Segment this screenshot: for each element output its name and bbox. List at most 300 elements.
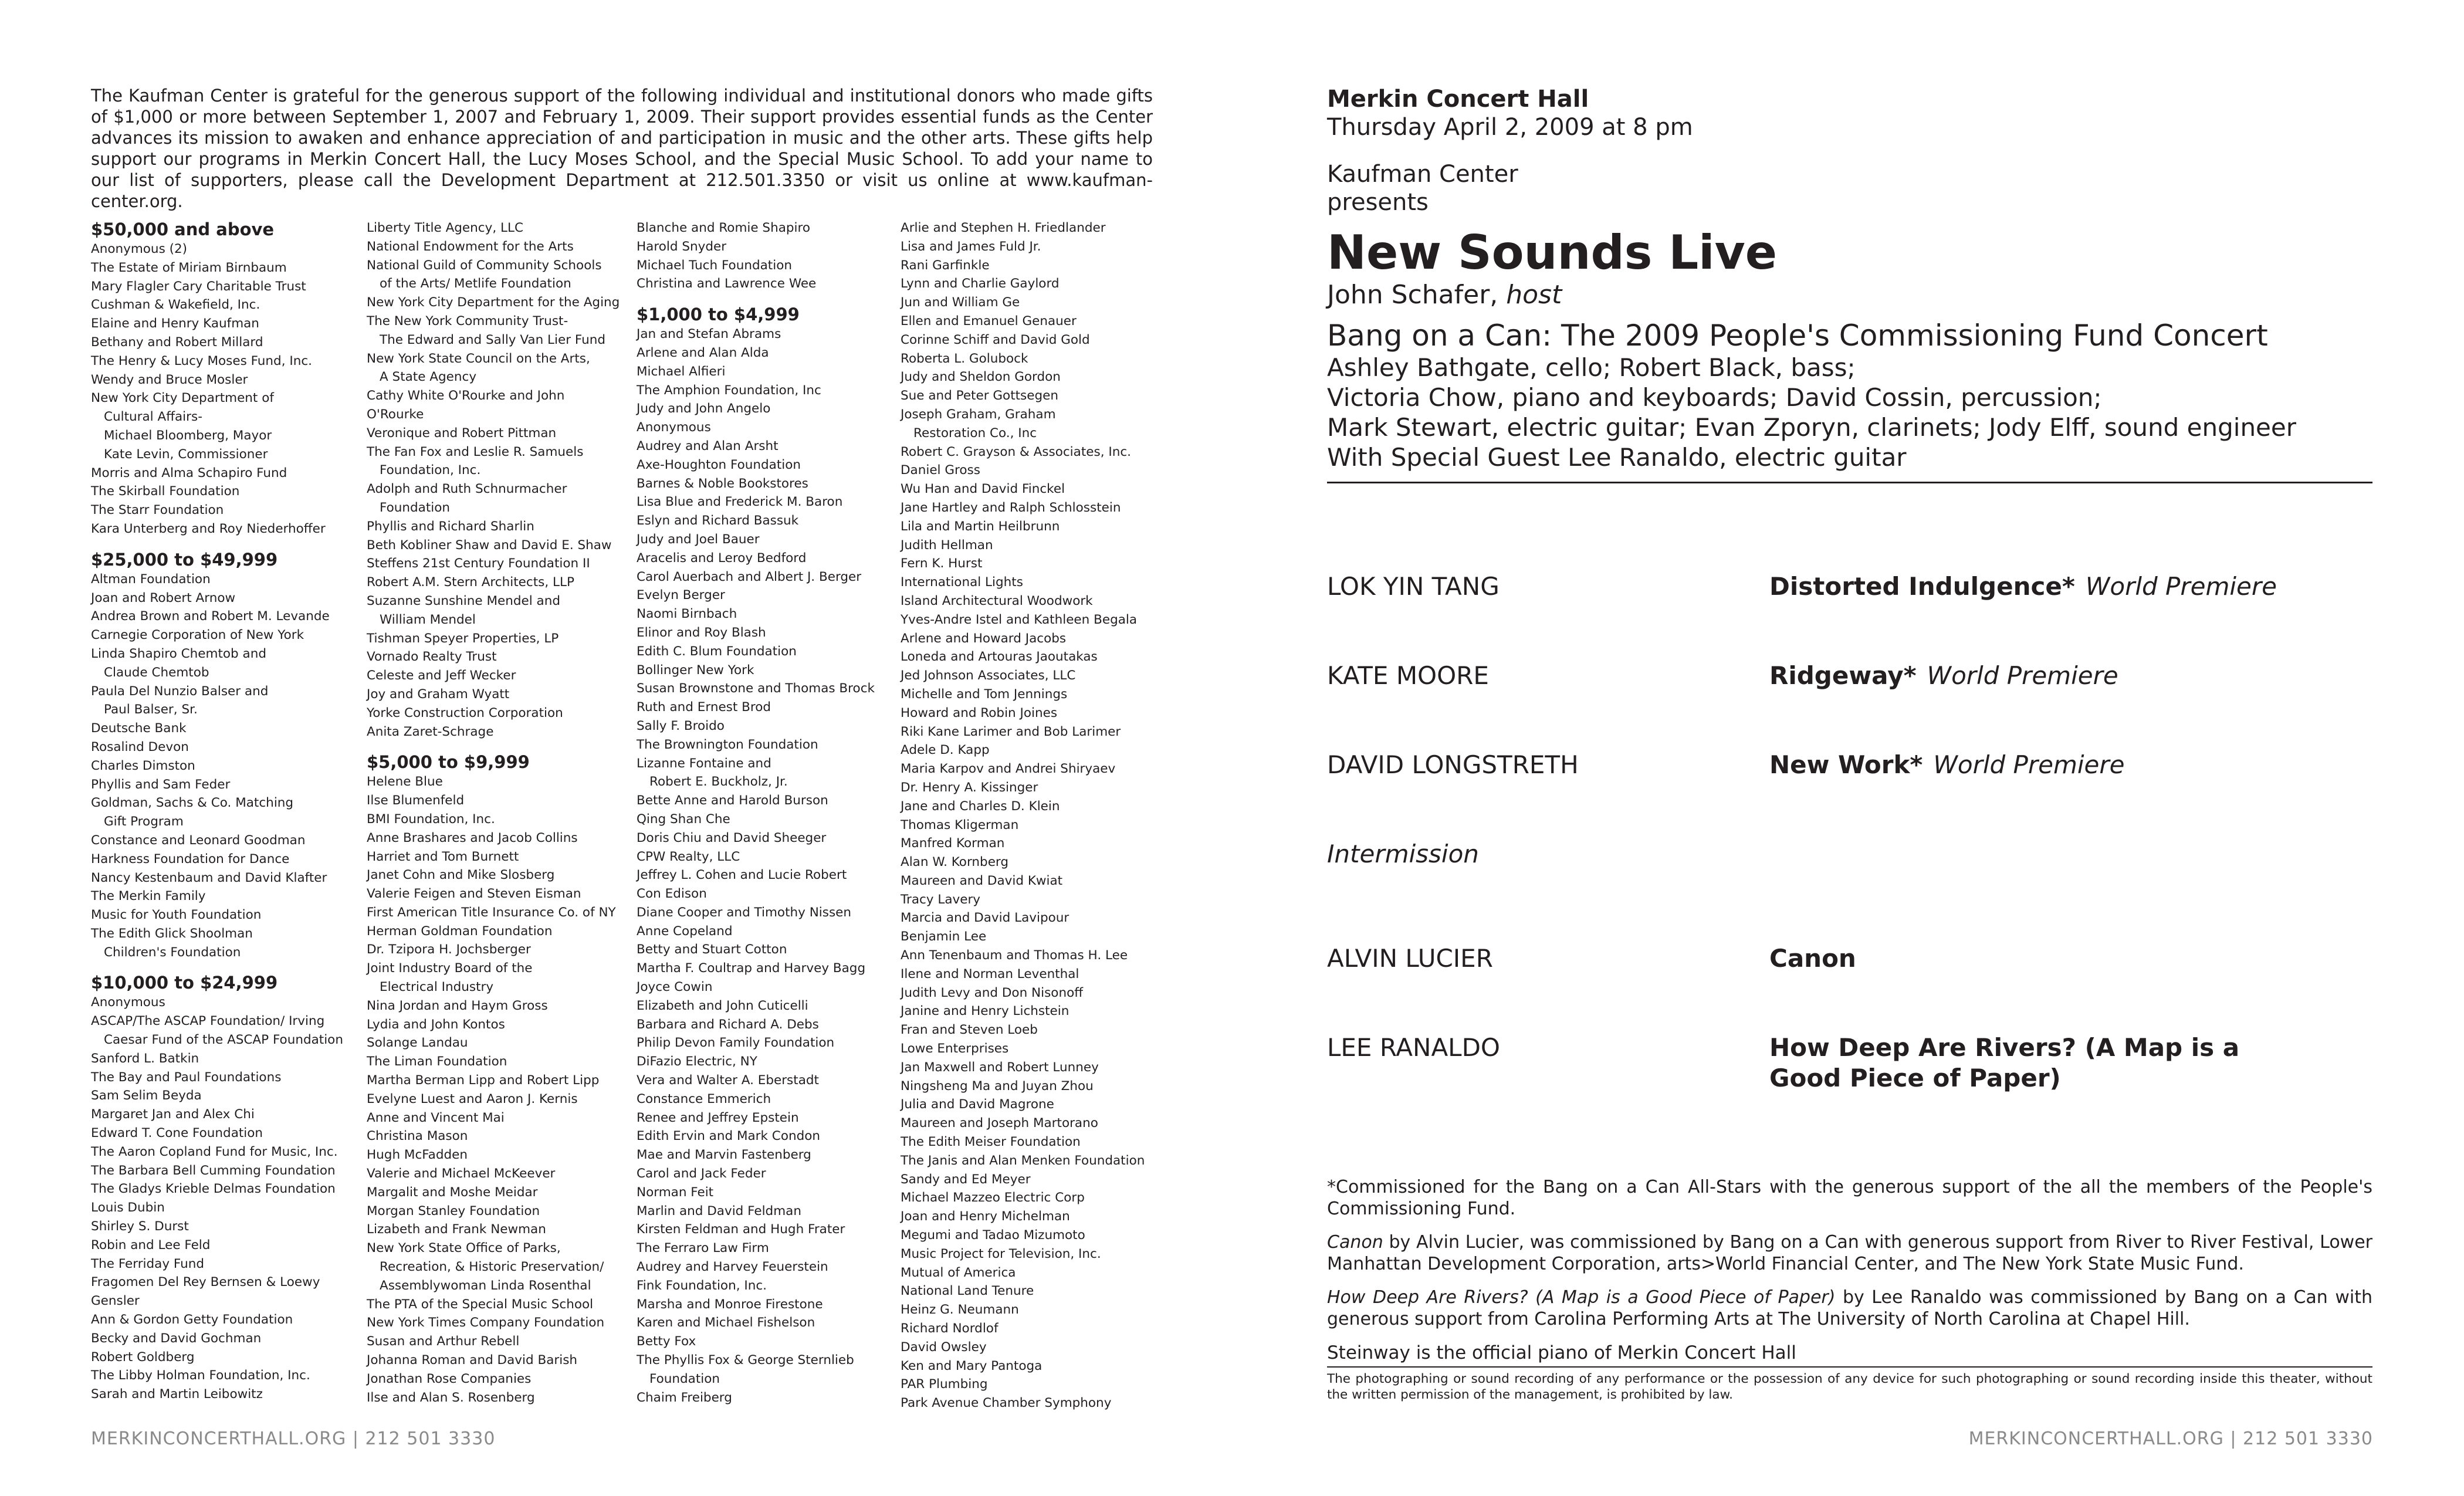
donor-entry: The Bay and Paul Foundations bbox=[91, 1069, 282, 1085]
work-entry bbox=[1769, 571, 2297, 602]
donor-entry: Carnegie Corporation of New York bbox=[91, 628, 304, 643]
donor-entry: Lila and Martin Heilbrunn bbox=[901, 519, 1060, 534]
canon-note-title: Canon bbox=[1327, 1232, 1383, 1253]
donor-entry: Rani Garfinkle bbox=[901, 258, 990, 273]
donor-entry: Sanford L. Batkin bbox=[91, 1051, 199, 1066]
donor-entry: Music Project for Television, Inc. bbox=[901, 1246, 1101, 1261]
composer-name: ALVIN LUCIER bbox=[1327, 944, 1493, 973]
donor-entry: The Aaron Copland Fund for Music, Inc. bbox=[91, 1144, 338, 1159]
donor-entry: National Land Tenure bbox=[901, 1284, 1034, 1299]
donor-entry: Sally F. Broido bbox=[637, 718, 725, 733]
donor-entry: Anonymous bbox=[637, 420, 711, 435]
donor-entry: Morgan Stanley Foundation bbox=[367, 1203, 540, 1219]
donor-entry: Thomas Kligerman bbox=[901, 817, 1019, 832]
donor-entry: Cathy White O'Rourke and John bbox=[367, 388, 565, 404]
donor-entry: Anne Copeland bbox=[637, 923, 733, 939]
donor-entry: Fran and Steven Loeb bbox=[901, 1023, 1038, 1038]
donor-entry: National Guild of Community Schools bbox=[367, 258, 602, 273]
donor-entry: Sarah and Martin Leibowitz bbox=[91, 1387, 263, 1402]
donor-entry: Susan and Arthur Rebell bbox=[367, 1334, 520, 1349]
donor-tier-heading: $5,000 to $9,999 bbox=[367, 752, 530, 773]
donor-entry: Loneda and Artouras Jaoutakas bbox=[901, 649, 1098, 665]
donor-entry: Philip Devon Family Foundation bbox=[637, 1035, 835, 1051]
work-title: Canon bbox=[1769, 944, 1856, 973]
donor-entry: Judith Levy and Don Nisonoff bbox=[901, 985, 1084, 1000]
donor-entry: Maureen and David Kwiat bbox=[901, 873, 1063, 888]
program-item bbox=[1327, 571, 2372, 661]
donor-entry: Marlin and David Feldman bbox=[637, 1203, 801, 1219]
donor-entry: Mae and Marvin Fastenberg bbox=[637, 1148, 811, 1163]
donor-entry: Ruth and Ernest Brod bbox=[637, 700, 771, 715]
donor-entry: Veronique and Robert Pittman bbox=[367, 425, 557, 441]
donor-entry: Lisa and James Fuld Jr. bbox=[901, 239, 1041, 254]
donor-entry: Martha Berman Lipp and Robert Lipp bbox=[367, 1073, 600, 1088]
donor-entry: Evelyn Berger bbox=[637, 588, 725, 603]
donor-entry: Fink Foundation, Inc. bbox=[637, 1278, 767, 1293]
donor-entry: The Gladys Krieble Delmas Foundation bbox=[91, 1182, 336, 1197]
donor-entry: Vornado Realty Trust bbox=[367, 649, 497, 665]
donor-entry: Jed Johnson Associates, LLC bbox=[901, 668, 1076, 683]
donor-entry: Ilse and Alan S. Rosenberg bbox=[367, 1390, 535, 1405]
donor-entry: The Barbara Bell Cumming Foundation bbox=[91, 1163, 336, 1178]
donor-entry: Gift Program bbox=[104, 814, 184, 830]
donor-column-3 bbox=[637, 219, 875, 1407]
donor-entry: New York Times Company Foundation bbox=[367, 1315, 605, 1331]
donor-entry: Goldman, Sachs & Co. Matching bbox=[91, 796, 294, 811]
donor-entry: Maria Karpov and Andrei Shiryaev bbox=[901, 761, 1116, 777]
donor-entry: Fern K. Hurst bbox=[901, 556, 983, 571]
donor-entry: Joyce Cowin bbox=[637, 980, 713, 995]
rivers-note bbox=[1327, 1287, 2372, 1330]
donor-entry: Phyllis and Richard Sharlin bbox=[367, 519, 534, 534]
work-entry bbox=[1769, 1033, 2297, 1094]
donor-entry: Aracelis and Leroy Bedford bbox=[637, 550, 807, 566]
performer-line: With Special Guest Lee Ranaldo, electric guitar bbox=[1327, 443, 1907, 472]
donor-entry: The Fan Fox and Leslie R. Samuels bbox=[367, 444, 584, 459]
donor-entry: Qing Shan Che bbox=[637, 811, 730, 827]
donor-entry: Children's Foundation bbox=[104, 945, 241, 960]
donor-entry: Arlene and Howard Jacobs bbox=[901, 631, 1067, 646]
donor-entry: Sue and Peter Gottsegen bbox=[901, 388, 1058, 404]
host-role: host bbox=[1506, 280, 1562, 310]
donor-entry: Herman Goldman Foundation bbox=[367, 923, 553, 939]
donor-entry: Assemblywoman Linda Rosenthal bbox=[380, 1278, 591, 1293]
header-divider bbox=[1327, 482, 2372, 483]
donor-entry: The Edward and Sally Van Lier Fund bbox=[380, 332, 605, 347]
donor-entry: Susan Brownstone and Thomas Brock bbox=[637, 681, 875, 696]
donor-entry: Mutual of America bbox=[901, 1265, 1016, 1280]
donor-entry: Celeste and Jeff Wecker bbox=[367, 668, 516, 683]
donor-entry: Blanche and Romie Shapiro bbox=[637, 221, 811, 235]
donor-entry: Ilene and Norman Leventhal bbox=[901, 966, 1079, 981]
work-entry bbox=[1769, 750, 2297, 780]
donor-entry: Paula Del Nunzio Balser and bbox=[91, 683, 269, 699]
donor-tier-heading: $1,000 to $4,999 bbox=[637, 304, 800, 325]
donor-entry: Sandy and Ed Meyer bbox=[901, 1172, 1031, 1187]
donor-entry: Anne and Vincent Mai bbox=[367, 1110, 505, 1125]
donor-entry: Marcia and David Lavipour bbox=[901, 911, 1069, 926]
donor-entry: A State Agency bbox=[380, 370, 477, 385]
donor-page bbox=[91, 85, 1153, 1411]
donor-entry: Michael Bloomberg, Mayor bbox=[104, 428, 272, 443]
donor-entry: Robert A.M. Stern Architects, LLP bbox=[367, 575, 574, 590]
donor-entry: Naomi Birnbach bbox=[637, 607, 737, 622]
donor-entry: Kate Levin, Commissioner bbox=[104, 446, 268, 462]
donor-entry: Judy and Sheldon Gordon bbox=[901, 370, 1061, 385]
donor-entry: Harold Snyder bbox=[637, 239, 727, 254]
presenter-name: Kaufman Center bbox=[1327, 161, 1518, 188]
donor-entry: William Mendel bbox=[380, 612, 476, 627]
donor-entry: Megumi and Tadao Mizumoto bbox=[901, 1228, 1085, 1243]
donor-entry: The Merkin Family bbox=[91, 889, 206, 904]
work-entry bbox=[1769, 661, 2297, 691]
donor-entry: Constance and Leonard Goodman bbox=[91, 832, 306, 848]
donor-entry: CPW Realty, LLC bbox=[637, 849, 740, 864]
donor-entry: Lizanne Fontaine and bbox=[637, 756, 771, 771]
donor-entry: Valerie Feigen and Steven Eisman bbox=[367, 886, 581, 902]
donor-entry: Judy and John Angelo bbox=[637, 401, 771, 417]
donor-entry: Karen and Michael Fishelson bbox=[637, 1315, 815, 1331]
program-intermission bbox=[1327, 839, 2372, 943]
footer-website-right: MERKINCONCERTHALL.ORG | 212 501 3330 bbox=[1968, 1429, 2373, 1449]
donor-entry: The New York Community Trust- bbox=[367, 313, 568, 329]
donor-entry: The Ferraro Law Firm bbox=[637, 1241, 769, 1256]
donor-entry: Betty and Stuart Cotton bbox=[637, 942, 787, 957]
donor-tier-heading: $50,000 and above bbox=[91, 219, 275, 239]
donor-entry: Music for Youth Foundation bbox=[91, 908, 262, 923]
program-list bbox=[1327, 571, 2372, 1122]
donor-entry: Vera and Walter A. Eberstadt bbox=[637, 1073, 819, 1088]
performer-line: Ashley Bathgate, cello; Robert Black, bass; bbox=[1327, 353, 1856, 382]
donor-entry: Gensler bbox=[91, 1294, 140, 1309]
donor-entry: Heinz G. Neumann bbox=[901, 1302, 1019, 1318]
donor-entry: Judith Hellman bbox=[901, 537, 993, 553]
donor-entry: Chaim Freiberg bbox=[637, 1390, 732, 1405]
donor-entry: Joan and Robert Arnow bbox=[91, 590, 236, 605]
donor-entry: Dr. Tzipora H. Jochsberger bbox=[367, 942, 531, 957]
donor-entry: Renee and Jeffrey Epstein bbox=[637, 1110, 799, 1125]
donor-entry: Claude Chemtob bbox=[104, 665, 209, 680]
donor-entry: Jan and Stefan Abrams bbox=[637, 327, 781, 342]
donor-entry: Joy and Graham Wyatt bbox=[367, 686, 510, 702]
donor-tier-heading: $25,000 to $49,999 bbox=[91, 549, 278, 570]
program-item bbox=[1327, 661, 2372, 750]
donor-entry: Bette Anne and Harold Burson bbox=[637, 793, 828, 808]
donor-entry: The Estate of Miriam Birnbaum bbox=[91, 260, 287, 275]
donor-entry: Elaine and Henry Kaufman bbox=[91, 316, 259, 331]
donor-entry: Ann Tenenbaum and Thomas H. Lee bbox=[901, 948, 1128, 963]
donor-entry: Helene Blue bbox=[367, 774, 443, 790]
donor-entry: Andrea Brown and Robert M. Levande bbox=[91, 609, 330, 624]
donor-entry: Adele D. Kapp bbox=[901, 743, 990, 758]
donor-entry: Sam Selim Beyda bbox=[91, 1088, 202, 1104]
rivers-note-title: How Deep Are Rivers? (A Map is a Good Piece of Paper) bbox=[1327, 1287, 1836, 1308]
composer-name: LOK YIN TANG bbox=[1327, 572, 1500, 601]
donor-entry: Yves-Andre Istel and Kathleen Begala bbox=[901, 612, 1138, 627]
donor-entry: Anonymous bbox=[91, 995, 165, 1010]
donor-entry: BMI Foundation, Inc. bbox=[367, 811, 495, 827]
legal-notice: The photographing or sound recording of any performance or the possession of any device for such photographing or sound recording inside this theater, without the written permission of the management, is prohibited by law. bbox=[1327, 1372, 2372, 1402]
premiere-note: World Premiere bbox=[1927, 661, 2118, 690]
donor-entry: Liberty Title Agency, LLC bbox=[367, 221, 523, 235]
donor-entry: The Brownington Foundation bbox=[637, 737, 818, 752]
donor-entry: Foundation bbox=[649, 1371, 720, 1386]
donor-entry: Paul Balser, Sr. bbox=[104, 702, 198, 717]
donor-entry: O'Rourke bbox=[367, 407, 424, 422]
donor-column-1 bbox=[91, 219, 343, 1404]
donor-entry: Norman Feit bbox=[637, 1184, 714, 1200]
program-page bbox=[1327, 85, 2372, 1402]
donor-entry: Arlene and Alan Alda bbox=[637, 345, 769, 360]
donor-entry: Marsha and Monroe Firestone bbox=[637, 1297, 823, 1312]
donor-entry: Becky and David Gochman bbox=[91, 1331, 262, 1346]
legal-divider bbox=[1327, 1366, 2372, 1368]
donor-entry: Charles Dimston bbox=[91, 758, 195, 773]
donor-entry: Axe-Houghton Foundation bbox=[637, 457, 801, 472]
premiere-note: World Premiere bbox=[2085, 572, 2277, 601]
donor-entry: Foundation, Inc. bbox=[380, 463, 481, 478]
donor-entry: Beth Kobliner Shaw and David E. Shaw bbox=[367, 537, 612, 553]
donor-entry: Con Edison bbox=[637, 886, 707, 902]
donor-entry: Fragomen Del Rey Bernsen & Loewy bbox=[91, 1275, 320, 1290]
donor-entry: Roberta L. Golubock bbox=[901, 351, 1028, 366]
donor-column-2 bbox=[367, 219, 620, 1407]
donor-entry: Jan Maxwell and Robert Lunney bbox=[901, 1060, 1099, 1075]
donor-entry: Betty Fox bbox=[637, 1334, 696, 1349]
donor-entry: Martha F. Coultrap and Harvey Bagg bbox=[637, 961, 866, 976]
donor-entry: Yorke Construction Corporation bbox=[367, 705, 563, 720]
donor-entry: of the Arts/ Metlife Foundation bbox=[380, 276, 571, 292]
donor-entry: New York City Department for the Aging bbox=[367, 295, 620, 310]
host-line bbox=[1327, 280, 2372, 310]
donor-entry: Anita Zaret-Schrage bbox=[367, 724, 494, 739]
donor-entry: Solange Landau bbox=[367, 1035, 468, 1051]
donor-entry: Arlie and Stephen H. Friedlander bbox=[901, 221, 1106, 235]
presents-label: presents bbox=[1327, 189, 1429, 216]
donor-entry: The Henry & Lucy Moses Fund, Inc. bbox=[91, 353, 312, 368]
donor-entry: Kara Unterberg and Roy Niederhoffer bbox=[91, 521, 326, 536]
donor-entry: Barnes & Noble Bookstores bbox=[637, 476, 808, 491]
donor-entry: Corinne Schiff and David Gold bbox=[901, 332, 1090, 347]
concert-datetime: Thursday April 2, 2009 at 8 pm bbox=[1327, 114, 1693, 141]
donor-entry: Rosalind Devon bbox=[91, 739, 189, 754]
event-title: New Sounds Live bbox=[1327, 225, 1777, 280]
donor-entry: Jane and Charles D. Klein bbox=[901, 798, 1060, 814]
donor-entry: Michelle and Tom Jennings bbox=[901, 686, 1068, 702]
composer-name: LEE RANALDO bbox=[1327, 1033, 1500, 1062]
composer-name: KATE MOORE bbox=[1327, 661, 1489, 690]
donor-column-4 bbox=[901, 219, 1145, 1413]
donor-entry: Manfred Korman bbox=[901, 836, 1005, 851]
donor-entry: PAR Plumbing bbox=[901, 1377, 988, 1392]
donor-entry: Louis Dubin bbox=[91, 1200, 165, 1216]
composer-name: DAVID LONGSTRETH bbox=[1327, 750, 1579, 779]
donor-entry: Valerie and Michael McKeever bbox=[367, 1166, 556, 1182]
canon-note bbox=[1327, 1231, 2372, 1275]
donor-entry: Caesar Fund of the ASCAP Foundation bbox=[104, 1033, 343, 1048]
donor-entry: Jane Hartley and Ralph Schlosstein bbox=[901, 500, 1121, 515]
donor-entry: Edith Ervin and Mark Condon bbox=[637, 1129, 821, 1144]
donor-entry: The PTA of the Special Music School bbox=[367, 1297, 594, 1312]
donor-entry: Cushman & Wakefield, Inc. bbox=[91, 297, 260, 313]
program-item bbox=[1327, 943, 2372, 1033]
donor-entry: Benjamin Lee bbox=[901, 929, 987, 945]
donor-entry: Foundation bbox=[380, 500, 451, 515]
donor-entry: Audrey and Harvey Feuerstein bbox=[637, 1260, 828, 1275]
donor-entry: Lowe Enterprises bbox=[901, 1041, 1009, 1057]
donor-entry: The Edith Meiser Foundation bbox=[901, 1135, 1081, 1150]
commission-note: *Commissioned for the Bang on a Can All-Stars with the generous support of the all the members of the People's Commissioning Fund. bbox=[1327, 1177, 2372, 1219]
donor-entry: Tishman Speyer Properties, LP bbox=[367, 631, 559, 646]
donor-entry: Joan and Henry Michelman bbox=[901, 1209, 1070, 1224]
donor-entry: Carol Auerbach and Albert J. Berger bbox=[637, 569, 862, 584]
donor-entry: Lydia and John Kontos bbox=[367, 1017, 505, 1032]
donor-entry: The Janis and Alan Menken Foundation bbox=[901, 1153, 1145, 1168]
donor-entry: Eslyn and Richard Bassuk bbox=[637, 513, 799, 529]
performer-line: Victoria Chow, piano and keyboards; David Cossin, percussion; bbox=[1327, 383, 2102, 412]
donor-entry: Dr. Henry A. Kissinger bbox=[901, 780, 1038, 795]
donor-entry: The Phyllis Fox & George Sternlieb bbox=[637, 1353, 854, 1368]
donor-entry: Joseph Graham, Graham bbox=[901, 407, 1056, 422]
donor-entry: Bethany and Robert Millard bbox=[91, 334, 263, 350]
donor-entry: Edward T. Cone Foundation bbox=[91, 1126, 263, 1141]
donor-tier-heading: $10,000 to $24,999 bbox=[91, 973, 278, 993]
donor-columns bbox=[91, 219, 1153, 1410]
footer-website-left: MERKINCONCERTHALL.ORG | 212 501 3330 bbox=[91, 1429, 496, 1449]
donor-intro: The Kaufman Center is grateful for the generous support of the following individual and institutional donors who made gifts of $1,000 or more between September 1, 2007 and February 1, 2009. Their support provides essential funds as the Center advances its mission to awaken and enhance appreciation of and participation in music and the other arts. These gifts help support our programs in Merkin Concert Hall, the Lucy Moses School, and the Special Music School. To add your name to our list of supporters, please call the Development Department at 212.501.3350 or visit us online at www.kaufman-center.org. bbox=[91, 86, 1153, 211]
donor-entry: Jeffrey L. Cohen and Lucie Robert bbox=[637, 868, 847, 883]
donor-entry: Recreation, & Historic Preservation/ bbox=[380, 1260, 604, 1275]
concert-title: Bang on a Can: The 2009 People's Commissioning Fund Concert bbox=[1327, 319, 2268, 353]
donor-entry: Richard Nordlof bbox=[901, 1321, 999, 1336]
donor-entry: Barbara and Richard A. Debs bbox=[637, 1017, 819, 1032]
donor-entry: David Owsley bbox=[901, 1339, 987, 1355]
donor-entry: Cultural Affairs- bbox=[104, 409, 202, 425]
donor-entry: DiFazio Electric, NY bbox=[637, 1054, 757, 1069]
performer-list bbox=[1327, 353, 2372, 472]
host-name: John Schafer, bbox=[1327, 280, 1507, 310]
donor-entry: Riki Kane Larimer and Bob Larimer bbox=[901, 724, 1121, 739]
donor-entry: Christina Mason bbox=[367, 1129, 468, 1144]
work-title: Ridgeway* bbox=[1769, 661, 1917, 690]
program-item bbox=[1327, 1033, 2372, 1122]
work-title: Distorted Indulgence* bbox=[1769, 572, 2075, 601]
donor-entry: Shirley S. Durst bbox=[91, 1219, 189, 1234]
donor-entry: Johanna Roman and David Barish bbox=[367, 1353, 578, 1368]
donor-entry: Park Avenue Chamber Symphony bbox=[901, 1396, 1112, 1411]
donor-entry: Edith C. Blum Foundation bbox=[637, 644, 797, 659]
donor-entry: Christina and Lawrence Wee bbox=[637, 276, 817, 292]
donor-entry: The Amphion Foundation, Inc bbox=[637, 383, 821, 398]
donor-entry: Robin and Lee Feld bbox=[91, 1237, 211, 1253]
donor-entry: Joint Industry Board of the bbox=[367, 961, 533, 976]
donor-entry: Michael Mazzeo Electric Corp bbox=[901, 1190, 1085, 1206]
donor-entry: Wendy and Bruce Mosler bbox=[91, 372, 248, 387]
donor-entry: Michael Tuch Foundation bbox=[637, 258, 792, 273]
donor-entry: The Ferriday Fund bbox=[91, 1256, 204, 1271]
donor-entry: Margalit and Moshe Meidar bbox=[367, 1184, 538, 1200]
donor-entry: Altman Foundation bbox=[91, 571, 211, 587]
donor-entry: Howard and Robin Joines bbox=[901, 705, 1058, 720]
donor-entry: Ningsheng Ma and Juyan Zhou bbox=[901, 1078, 1094, 1094]
donor-entry: Constance Emmerich bbox=[637, 1091, 771, 1106]
donor-entry: Robert E. Buckholz, Jr. bbox=[649, 774, 788, 790]
donor-entry: Anonymous (2) bbox=[91, 242, 188, 256]
donor-entry: Janine and Henry Lichstein bbox=[901, 1004, 1069, 1019]
donor-entry: Ken and Mary Pantoga bbox=[901, 1358, 1043, 1373]
work-title: How Deep Are Rivers? (A Map is a Good Piece of Paper) bbox=[1769, 1033, 2240, 1092]
donor-entry: Doris Chiu and David Sheeger bbox=[637, 830, 827, 845]
donor-entry: ASCAP/The ASCAP Foundation/ Irving bbox=[91, 1014, 325, 1029]
donor-entry: Robert Goldberg bbox=[91, 1349, 195, 1365]
donor-entry: Phyllis and Sam Feder bbox=[91, 777, 231, 792]
donor-entry: Ilse Blumenfeld bbox=[367, 793, 465, 808]
donor-entry: Maureen and Joseph Martorano bbox=[901, 1116, 1098, 1131]
donor-entry: Hugh McFadden bbox=[367, 1148, 468, 1163]
donor-entry: Margaret Jan and Alex Chi bbox=[91, 1107, 255, 1122]
donor-entry: Evelyne Luest and Aaron J. Kernis bbox=[367, 1091, 578, 1106]
donor-entry: Ellen and Emanuel Genauer bbox=[901, 313, 1077, 329]
donor-entry: New York State Office of Parks, bbox=[367, 1241, 561, 1256]
donor-entry: Julia and David Magrone bbox=[901, 1097, 1054, 1112]
donor-entry: Linda Shapiro Chemtob and bbox=[91, 646, 266, 661]
donor-entry: New York City Department of bbox=[91, 391, 274, 406]
canon-note-text: by Alvin Lucier, was commissioned by Bang on a Can with generous support from River to River Festival, Lower Manhattan Development Corporation, arts>World Financial Center, and The New York State Music Fund. bbox=[1327, 1232, 2372, 1274]
donor-entry: Harriet and Tom Burnett bbox=[367, 849, 519, 864]
donor-entry: International Lights bbox=[901, 575, 1023, 590]
donor-entry: Lisa Blue and Frederick M. Baron bbox=[637, 495, 843, 510]
donor-entry: Restoration Co., Inc bbox=[913, 425, 1037, 441]
work-title: New Work* bbox=[1769, 750, 1923, 779]
intermission-label: Intermission bbox=[1327, 840, 1479, 868]
donor-entry: Wu Han and David Finckel bbox=[901, 482, 1065, 497]
donor-entry: Lizabeth and Frank Newman bbox=[367, 1222, 546, 1237]
donor-entry: Judy and Joel Bauer bbox=[637, 532, 760, 547]
donor-entry: Nina Jordan and Haym Gross bbox=[367, 998, 548, 1013]
rivers-note-text: by Lee Ranaldo was commissioned by Bang on a Can with generous support from Carolina Performing Arts at The University of North Carolina at Chapel Hill. bbox=[1327, 1287, 2372, 1329]
donor-entry: Ann & Gordon Getty Foundation bbox=[91, 1312, 293, 1328]
donor-entry: Jonathan Rose Companies bbox=[367, 1371, 532, 1386]
donor-entry: Bollinger New York bbox=[637, 662, 754, 678]
donor-entry: The Edith Glick Shoolman bbox=[91, 926, 253, 941]
donor-entry: Carol and Jack Feder bbox=[637, 1166, 766, 1182]
donor-entry: Harkness Foundation for Dance bbox=[91, 851, 290, 867]
work-entry bbox=[1769, 943, 2297, 974]
donor-entry: Janet Cohn and Mike Slosberg bbox=[367, 868, 555, 883]
donor-entry: Mary Flagler Cary Charitable Trust bbox=[91, 279, 306, 294]
performer-line: Mark Stewart, electric guitar; Evan Zporyn, clarinets; Jody Elff, sound engineer bbox=[1327, 413, 2297, 442]
program-notes bbox=[1327, 1176, 2372, 1403]
donor-entry: Electrical Industry bbox=[380, 980, 494, 995]
donor-entry: Lynn and Charlie Gaylord bbox=[901, 276, 1060, 292]
donor-entry: Michael Alfieri bbox=[637, 364, 726, 379]
venue-name: Merkin Concert Hall bbox=[1327, 86, 1589, 113]
donor-entry: Morris and Alma Schapiro Fund bbox=[91, 465, 287, 480]
donor-entry: Adolph and Ruth Schnurmacher bbox=[367, 482, 567, 497]
donor-entry: National Endowment for the Arts bbox=[367, 239, 574, 254]
donor-entry: First American Title Insurance Co. of NY bbox=[367, 905, 616, 920]
donor-entry: Nancy Kestenbaum and David Klafter bbox=[91, 870, 327, 885]
donor-entry: The Liman Foundation bbox=[367, 1054, 507, 1069]
donor-entry: Audrey and Alan Arsht bbox=[637, 438, 779, 453]
donor-entry: Tracy Lavery bbox=[901, 892, 981, 907]
donor-entry: Island Architectural Woodwork bbox=[901, 593, 1093, 608]
donor-entry: Jun and William Ge bbox=[901, 295, 1020, 310]
program-item bbox=[1327, 750, 2372, 839]
donor-entry: Alan W. Kornberg bbox=[901, 855, 1009, 870]
premiere-note: World Premiere bbox=[1933, 750, 2125, 779]
donor-entry: Daniel Gross bbox=[901, 463, 980, 478]
